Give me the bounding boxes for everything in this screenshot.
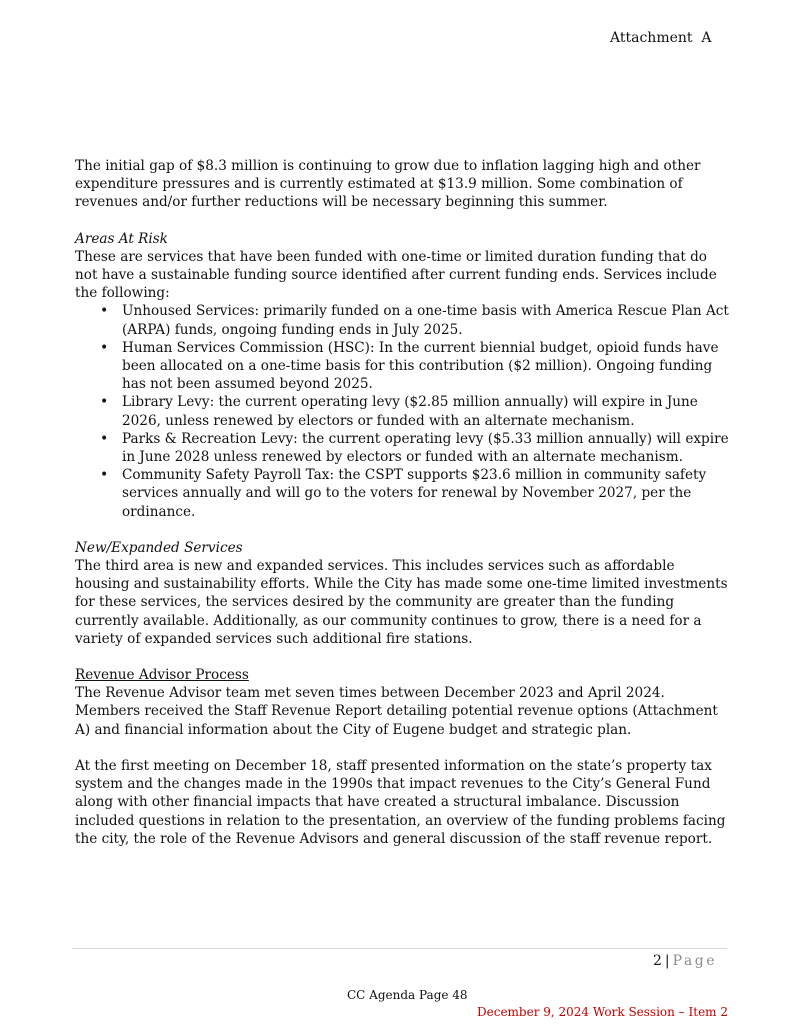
page-number-separator: | xyxy=(664,953,670,969)
new-expanded-services-paragraph: The third area is new and expanded services. This includes services such as affordable housing and sustainability efforts. While the City has made some one-time limited investments for these services, the services desired by the community are greater than the funding currently available. Additionally, as our community continues to grow, there is a need for a variety of expanded services such additional fire stations. xyxy=(75,558,728,647)
document-body xyxy=(75,157,730,848)
intro-paragraph: The initial gap of $8.3 million is continuing to grow due to inflation lagging high and other expenditure pressures and is currently estimated at $13.9 million. Some combination of revenues and/or further reductions will be necessary beginning this summer. xyxy=(75,158,701,211)
revenue-advisor-paragraph-2: At the first meeting on December 18, staff presented information on the state’s property tax system and the changes made in the 1990s that impact revenues to the City’s General Fund along with other financial impacts that have created a structural imbalance. Discussion included questions in relation to the presentation, an overview of the funding problems facing the city, the role of the Revenue Advisors and general discussion of the staff revenue report. xyxy=(75,757,726,847)
list-item-community-safety-payroll-tax: • Community Safety Payroll Tax: the CSPT supports $23.6 million in community safety services annually and will go to the voters for renewal by November 2027, per the ordinance. xyxy=(122,466,730,521)
work-session-label: December 9, 2024 Work Session – Item 2 xyxy=(477,1005,728,1019)
revenue-advisor-paragraph-1: The Revenue Advisor team met seven times between December 2023 and April 2024. Members received the Staff Revenue Report detailing potential revenue options (Attachment A) and financial information about the City of Eugene budget and strategic plan. xyxy=(75,685,718,738)
areas-at-risk-list xyxy=(75,302,730,520)
areas-at-risk-heading: Areas At Risk xyxy=(75,230,168,247)
list-item-parks-recreation-levy: • Parks & Recreation Levy: the current operating levy ($5.33 million annually) will expire in June 2028 unless renewed by electors or funded with an alternate mechanism. xyxy=(122,430,730,466)
list-item-unhoused-services: • Unhoused Services: primarily funded on a one-time basis with America Rescue Plan Act (ARPA) funds, ongoing funding ends in July 2025. xyxy=(122,302,730,338)
areas-at-risk-paragraph: These are services that have been funded with one-time or limited duration funding that do not have a sustainable funding source identified after current funding ends. Services include the following: xyxy=(75,248,717,302)
page-number-value: 2 xyxy=(653,953,662,969)
page-word: Page xyxy=(672,953,718,969)
attachment-label: Attachment A xyxy=(610,30,712,46)
footer-divider xyxy=(72,948,727,949)
list-item-library-levy: • Library Levy: the current operating levy ($2.85 million annually) will expire in June 2026, unless renewed by electors or funded with an alternate mechanism. xyxy=(122,393,730,429)
page-number xyxy=(653,953,717,969)
list-item-human-services-commission: • Human Services Commission (HSC): In the current biennial budget, opioid funds have been allocated on a one-time basis for this contribution ($2 million). Ongoing funding has not been assumed beyond 2025. xyxy=(122,339,730,394)
new-expanded-services-heading: New/Expanded Services xyxy=(75,539,243,556)
agenda-page-label: CC Agenda Page 48 xyxy=(347,988,468,1002)
revenue-advisor-process-heading: Revenue Advisor Process xyxy=(75,667,249,684)
